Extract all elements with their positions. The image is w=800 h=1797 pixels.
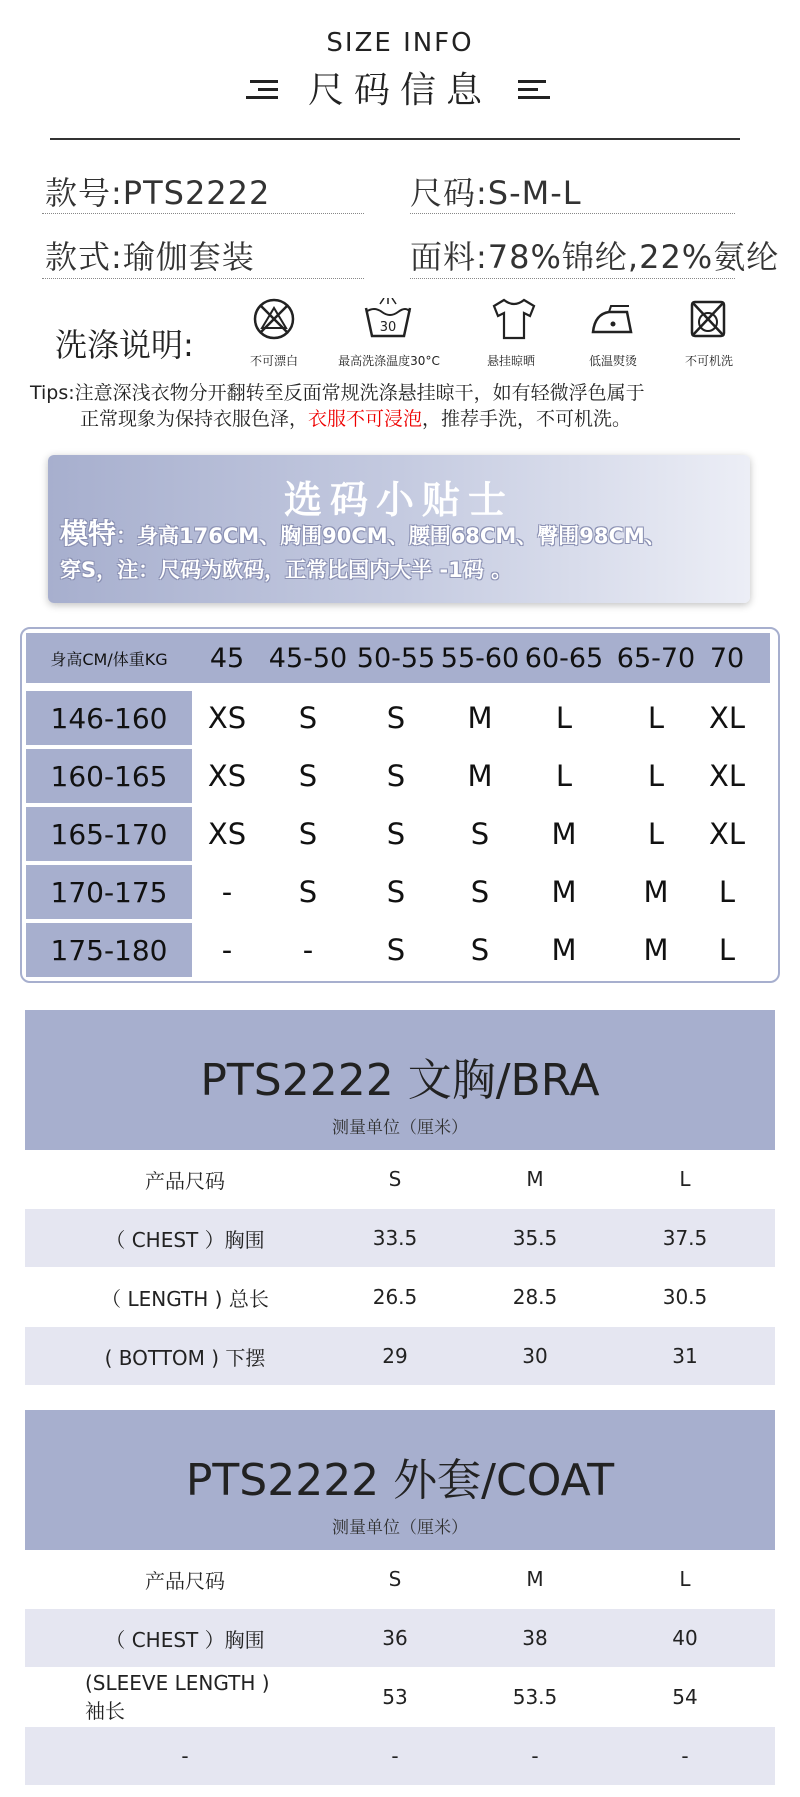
size-tip-body	[60, 517, 750, 587]
weight-header: 50-55	[356, 642, 436, 674]
table-cell: M	[526, 1167, 544, 1191]
size-cell: S	[386, 817, 406, 851]
table-row	[25, 1327, 775, 1385]
size-cell: M	[643, 875, 669, 909]
table-cell: S	[388, 1567, 402, 1591]
no-bleach-icon	[244, 296, 304, 346]
size-cell: S	[298, 759, 318, 793]
size-cell: S	[298, 817, 318, 851]
no-machine-wash-icon	[678, 296, 738, 346]
underline	[42, 213, 364, 214]
title-english: SIZE INFO	[326, 28, 474, 58]
wash-caption: 低温熨烫	[588, 354, 637, 368]
table-row	[25, 1668, 775, 1726]
title-decoration-right	[518, 80, 552, 100]
weight-header: 45	[209, 642, 245, 674]
bra-unit: 测量单位（厘米）	[332, 1118, 468, 1138]
size-cell: XS	[207, 701, 247, 735]
size-cell: XS	[207, 759, 247, 793]
size-cell: M	[551, 933, 577, 967]
size-cell: M	[551, 817, 577, 851]
weight-header: 65-70	[616, 642, 696, 674]
row-label: (SLEEVE LENGTH ) 袖长	[85, 1670, 270, 1723]
size-cell: S	[386, 759, 406, 793]
header-divider	[50, 138, 740, 140]
table-row	[25, 1268, 775, 1326]
wash-caption: 最高洗涤温度30°C	[338, 354, 440, 368]
size-cell: M	[467, 701, 493, 735]
fabric: 面料:78%锦纶,22%氨纶	[410, 238, 780, 276]
size-cell: M	[643, 933, 669, 967]
size-cell: -	[302, 933, 314, 967]
size-cell: L	[647, 759, 665, 793]
coat-title: PTS2222 外套/COAT	[185, 1455, 615, 1506]
table-cell: 36	[382, 1626, 408, 1650]
height-label: 165-170	[26, 807, 192, 861]
table-row	[25, 1209, 775, 1267]
size-cell: -	[221, 933, 233, 967]
tips-line1: 注意深浅衣物分开翻转至反面常规洗涤悬挂晾干，如有轻微浮色属于	[74, 382, 645, 404]
size-cell: M	[551, 875, 577, 909]
size-cell: S	[298, 875, 318, 909]
tips-line2a: 正常现象为保持衣服色泽，	[80, 408, 309, 430]
size-cell: L	[718, 933, 736, 967]
size-cell: S	[386, 875, 406, 909]
washing-label: 洗涤说明:	[55, 326, 194, 364]
size-cell: S	[470, 933, 490, 967]
washing-tips	[30, 380, 775, 432]
weight-header: 60-65	[524, 642, 604, 674]
underline	[410, 278, 735, 279]
row-label: （ CHEST ）胸围	[105, 1627, 265, 1652]
coat-section-header	[25, 1410, 775, 1550]
size-tip-box	[48, 455, 750, 603]
wash-caption: 不可机洗	[684, 354, 733, 368]
table-cell: -	[391, 1744, 399, 1768]
underline	[410, 213, 735, 214]
table-cell: 53	[382, 1685, 408, 1709]
size-cell: XL	[708, 701, 746, 735]
wash-caption: 悬挂晾晒	[486, 354, 535, 368]
table-row	[25, 1727, 775, 1785]
model-label: 模特	[60, 517, 117, 550]
coat-unit: 测量单位（厘米）	[332, 1518, 468, 1538]
table-cell: M	[526, 1567, 544, 1591]
size-cell: S	[470, 817, 490, 851]
table-cell: L	[679, 1567, 691, 1591]
size-tip-title: 选码小贴士	[283, 478, 514, 522]
size-cell: M	[467, 759, 493, 793]
table-row	[25, 1150, 775, 1208]
size-cell: S	[386, 701, 406, 735]
table-cell: -	[681, 1744, 689, 1768]
model-info: ：身高176CM、胸围90CM、腰围68CM、臀围98CM、	[116, 524, 666, 548]
size-cell: S	[470, 875, 490, 909]
size-tip-note: 穿S，注：尺码为欧码，正常比国内大半 -1码 。	[60, 558, 513, 582]
size-cell: XS	[207, 817, 247, 851]
tips-prefix: Tips:	[30, 382, 75, 404]
table-cell: 29	[382, 1344, 408, 1368]
title-chinese: 尺码信息	[307, 70, 492, 111]
table-cell: 53.5	[512, 1685, 558, 1709]
wash-30-icon	[358, 298, 418, 346]
size-cell: L	[718, 875, 736, 909]
row-label: -	[181, 1744, 189, 1768]
height-label: 146-160	[26, 691, 192, 745]
size-cell: L	[647, 701, 665, 735]
table-cell: 35.5	[512, 1226, 558, 1250]
size-cell: S	[386, 933, 406, 967]
weight-header: 45-50	[268, 642, 348, 674]
table-cell: 40	[672, 1626, 698, 1650]
weight-header: 70	[709, 642, 745, 674]
tips-warning: 衣服不可浸泡	[308, 408, 423, 430]
title-decoration-left	[246, 80, 280, 100]
size-cell: XL	[708, 759, 746, 793]
tips-line2b: ，推荐手洗，不可机洗。	[422, 408, 632, 430]
height-label: 175-180	[26, 923, 192, 977]
row-label: ( BOTTOM ) 下摆	[104, 1345, 266, 1370]
table-cell: -	[531, 1744, 539, 1768]
wash-caption: 不可漂白	[249, 354, 298, 368]
svg-text:30: 30	[379, 320, 397, 335]
row-label: 产品尺码	[145, 1568, 225, 1593]
bra-section-header	[25, 1010, 775, 1150]
style-type: 款式:瑜伽套装	[45, 238, 255, 276]
table-cell: 28.5	[512, 1285, 558, 1309]
table-cell: 38	[522, 1626, 548, 1650]
size-cell: S	[298, 701, 318, 735]
grid-corner-label: 身高CM/体重KG	[50, 649, 168, 669]
size-cell: L	[647, 817, 665, 851]
table-cell: 30	[522, 1344, 548, 1368]
row-label: （ CHEST ）胸围	[105, 1227, 265, 1252]
table-cell: 30.5	[662, 1285, 708, 1309]
table-cell: 31	[672, 1344, 698, 1368]
table-cell: 54	[672, 1685, 698, 1709]
table-cell: S	[388, 1167, 402, 1191]
table-row	[25, 1550, 775, 1608]
height-label: 160-165	[26, 749, 192, 803]
size-cell: XL	[708, 817, 746, 851]
bra-title: PTS2222 文胸/BRA	[200, 1055, 600, 1106]
table-row	[25, 1609, 775, 1667]
size-cell: L	[555, 759, 573, 793]
style-number: 款号:PTS2222	[45, 174, 271, 212]
table-cell: L	[679, 1167, 691, 1191]
table-cell: 33.5	[372, 1226, 418, 1250]
size-cell: -	[221, 875, 233, 909]
row-label: （ LENGTH ) 总长	[101, 1286, 269, 1311]
table-cell: 37.5	[662, 1226, 708, 1250]
height-weight-size-grid	[20, 627, 780, 983]
table-cell: 26.5	[372, 1285, 418, 1309]
low-iron-icon	[582, 302, 642, 342]
row-label: 产品尺码	[145, 1168, 225, 1193]
hang-dry-icon	[484, 296, 544, 346]
underline	[42, 278, 364, 279]
weight-header: 55-60	[440, 642, 520, 674]
size-range: 尺码:S-M-L	[410, 174, 582, 212]
size-cell: L	[555, 701, 573, 735]
height-label: 170-175	[26, 865, 192, 919]
